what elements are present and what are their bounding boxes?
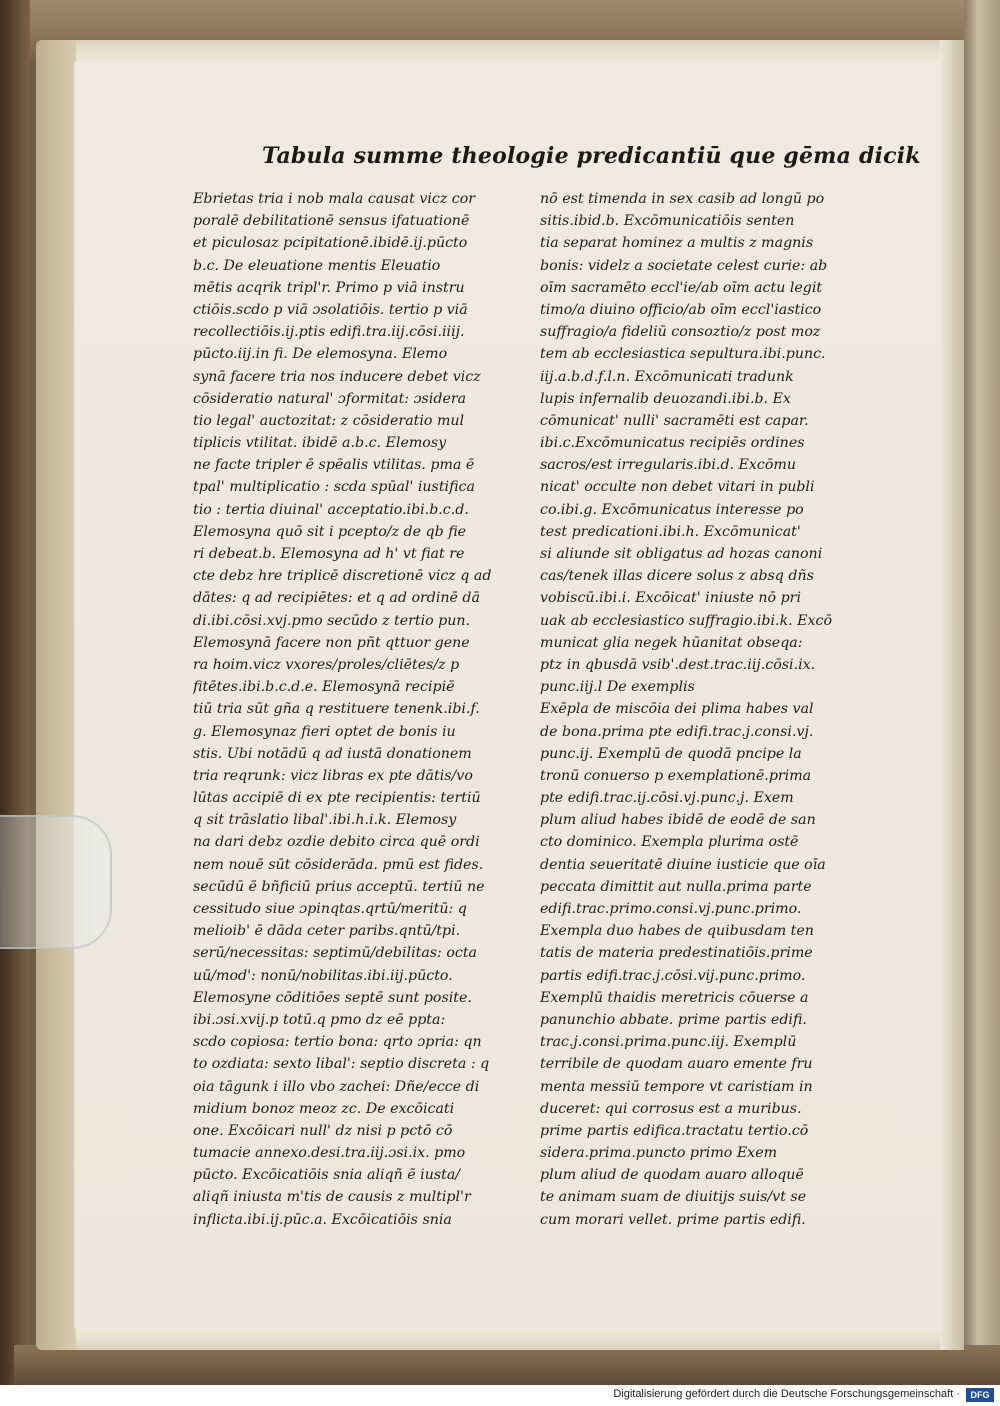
text-line: test predicationi.ibi.h. Excōmunicat' (540, 523, 801, 540)
text-line: ri debeat.b. Elemosyna ad h' vt fiat re (193, 546, 465, 562)
text-line: nem nouē sūt cōsiderāda. pmū est fides. (193, 856, 484, 873)
text-line: nicat' occulte non debet vitari in publi (540, 479, 815, 496)
text-line: Exēpla de miscōia dei plima habes val (540, 701, 814, 718)
text-line: municat glia negek hūanitat obseqa: (540, 634, 803, 651)
text-line: tem ab ecclesiastica sepultura.ibi.punc. (540, 346, 826, 363)
text-line: to ozdiata: sexto libal': septio discreta : q (193, 1056, 490, 1073)
text-line: mētis acqrik tripl'r. Primo p viā instru (193, 279, 465, 296)
text-line: tumacie annexo.desi.tra.iij.ɔsi.ix. pmo (193, 1145, 466, 1162)
text-line: co.ibi.g. Excōmunicatus interesse po (540, 501, 804, 518)
text-line: Elemosyne cōditiōes septē sunt posite. (193, 989, 472, 1006)
text-line: tria reqrunk: vicz libras ex pte dātis/vo (193, 767, 473, 784)
text-line: suffragio/a fideliū consoztio/z post moz (540, 324, 821, 341)
text-line: uak ab ecclesiastico suffragio.ibi.k. Excō (540, 612, 833, 629)
page-clip (0, 815, 112, 949)
dfg-logo: DFG (966, 1388, 994, 1402)
text-line: cōsideratio natural' ɔformitat: ɔsidera (193, 390, 467, 407)
book-cover-bottom (14, 1345, 1000, 1385)
right-text-column (540, 188, 870, 1231)
text-line: te animam suam de diuitijs suis/vt se (540, 1189, 807, 1206)
text-line: b.c. De eleuatione mentis Eleuatio (193, 257, 441, 274)
text-line: secūdū ē bñficiū prius acceptū. tertiū ne (193, 878, 485, 895)
text-line: cum morari vellet. prime partis edifi. (540, 1211, 806, 1228)
text-line: na dari debz ozdie debito circa quē ordi (193, 834, 480, 851)
footer-bar (0, 1385, 1000, 1406)
text-line: nō est timenda in sex casib ad longū po (540, 191, 825, 207)
text-line: timo/a diuino officio/ab oīm eccl'iastico (540, 301, 822, 318)
text-line: stis. Ubi notādū q ad iustā donationem (193, 745, 472, 762)
text-line: midium bonoz meoz zc. De excōicati (193, 1100, 455, 1117)
text-line: sacros/est irregularis.ibi.d. Excōmu (540, 457, 796, 474)
text-line: tatis de materia predestinatiōis.prime (540, 945, 813, 962)
text-line: trac.j.consi.prima.punc.iij. Exemplū (540, 1034, 797, 1051)
text-line: Ebrietas tria i nob mala causat vicz cor (193, 191, 476, 207)
text-line: tio legal' auctozitat: z cōsideratio mul (193, 412, 465, 429)
text-line: tio : tertia diuinal' acceptatio.ibi.b.c.d. (193, 501, 469, 518)
text-line: cōmunicat' nulli' sacramēti est capar. (540, 412, 809, 429)
text-line: vobiscū.ibi.i. Excōicat' iniuste nō pri (540, 590, 802, 607)
text-line: serū/necessitas: septimū/debilitas: octa (193, 945, 477, 962)
text-line: oīm sacramēto eccl'ie/ab oīm actu legit (540, 279, 823, 296)
text-line: cessitudo siue ɔpinqtas.qrtū/meritū: q (193, 901, 467, 917)
text-line: prime partis edifica.tractatu tertio.cō (540, 1122, 809, 1139)
left-text-column (193, 188, 533, 1231)
page-gutter (36, 40, 76, 1350)
text-line: poralē debilitationē sensus ifatuationē (193, 213, 470, 230)
text-line: si aliunde sit obligatus ad hozas canoni (540, 546, 823, 562)
text-line: punc.ij. Exemplū de quodā pncipe la (540, 745, 802, 762)
text-line: peccata dimittit aut nulla.prima parte (540, 878, 812, 895)
text-line: ptz in qbusdā vsib'.dest.trac.iij.cōsi.ix. (540, 656, 816, 673)
text-line: partis edifi.trac.j.cōsi.vij.punc.primo. (540, 967, 806, 984)
text-line: bonis: videlz a societate celest curie: ab (540, 257, 828, 274)
text-line: Exemplū thaidis meretricis cōuerse a (540, 989, 809, 1006)
book-cover-right (964, 0, 1000, 1385)
text-line: fitētes.ibi.b.c.d.e. Elemosynā recipiē (193, 679, 455, 696)
text-line: dātes: q ad recipiētes: et q ad ordinē dā (193, 590, 480, 607)
text-line: Exempla duo habes de quibusdam ten (540, 923, 814, 940)
text-line: et piculosaz pcipitationē.ibidē.ij.pūcto (193, 235, 468, 252)
text-line: ne facte tripler ē spēalis vtilitas. pma ē (193, 457, 475, 474)
text-line: menta messiū tempore vt caristiam in (540, 1078, 813, 1095)
text-line: cto dominico. Exempla plurima ostē (540, 834, 799, 851)
text-line: ctiōis.scdo p viā ɔsolatiōis. tertio p viā (193, 301, 468, 318)
funding-note: Digitalisierung gefördert durch die Deutsche Forschungsgemeinschaft · (613, 1388, 960, 1400)
text-line: Elemosyna quō sit i pcepto/z de qb fie (193, 523, 467, 540)
text-line: plum aliud habes ibidē de eodē de san (540, 812, 816, 829)
text-line: q sit trāslatio libal'.ibi.h.i.k. Elemosy (193, 812, 457, 829)
text-line: oia tāgunk i illo vbo zachei: Dñe/ecce di (193, 1078, 480, 1095)
text-line: punc.iij.l De exemplis (540, 679, 695, 696)
page-fore-edge (940, 40, 964, 1350)
text-line: terribile de quodam auaro emente fru (540, 1056, 813, 1073)
text-line: tiū tria sūt gña q restituere tenenk.ibi.f. (193, 701, 480, 718)
text-line: tiplicis vtilitat. ibidē a.b.c. Elemosy (193, 435, 447, 452)
text-line: sidera.prima.puncto primo Exem (540, 1145, 778, 1162)
text-line: sitis.ibid.b. Excōmunicatiōis senten (540, 213, 795, 230)
text-line: edifi.trac.primo.consi.vj.punc.primo. (540, 901, 802, 917)
text-line: one. Excōicari null' dz nisi p pctō cō (193, 1122, 453, 1139)
text-line: g. Elemosynaz fieri optet de bonis iu (193, 723, 456, 740)
page-heading: Tabula summe theologie predicantiū que gēma dicik (262, 143, 921, 169)
text-line: iij.a.b.d.f.l.n. Excōmunicati tradunk (540, 368, 794, 385)
text-line: di.ibi.cōsi.xvj.pmo secūdo z tertio pun. (193, 612, 471, 629)
text-line: panunchio abbate. prime partis edifi. (540, 1011, 807, 1028)
text-line: inflicta.ibi.ij.pūc.a. Excōicatiōis snia (193, 1211, 452, 1228)
text-line: ibi.ɔsi.xvij.p totū.q pmo dz eē ppta: (193, 1011, 446, 1028)
text-line: ra hoim.vicz vxores/proles/cliētes/z p (193, 656, 460, 673)
text-line: tpal' multiplicatio : scda spūal' iustifica (193, 479, 475, 496)
text-line: pūcto.iij.in fi. De elemosyna. Elemo (193, 346, 448, 363)
text-line: lūtas accipiē di ex pte recipientis: tertiū (193, 790, 481, 807)
text-line: de bona.prima pte edifi.trac.j.consi.vj. (540, 723, 814, 740)
text-line: synā facere tria nos inducere debet vicz (193, 368, 481, 385)
text-line: aliqñ iniusta m'tis de causis z multipl'r (193, 1189, 471, 1206)
text-line: duceret: qui corrosus est a muribus. (540, 1100, 802, 1117)
text-line: tronū conuerso p exemplationē.prima (540, 767, 812, 784)
text-line: pūcto. Excōicatiōis snia aliqñ ē iusta/ (193, 1167, 461, 1184)
text-line: cte debz hre triplicē discretionē vicz q ad (193, 568, 492, 585)
text-line: lupis infernalib deuozandi.ibi.b. Ex (540, 390, 791, 407)
text-line: pte edifi.trac.ij.cōsi.vj.punc.j. Exem (540, 790, 794, 807)
text-line: melioib' ē dāda ceter paribs.qntū/tpi. (193, 923, 461, 940)
text-line: cas/tenek illas dicere solus z absq dñs (540, 568, 814, 585)
text-line: uū/mod': nonū/nobilitas.ibi.iij.pūcto. (193, 967, 453, 984)
text-line: recollectiōis.ij.ptis edifi.tra.iij.cōsi.iiij. (193, 324, 465, 341)
text-line: Elemosynā facere non pñt qttuor gene (193, 634, 470, 651)
text-line: ibi.c.Excōmunicatus recipiēs ordines (540, 435, 805, 452)
text-line: scdo copiosa: tertio bona: qrto ɔpria: qn (193, 1034, 482, 1051)
text-line: tia separat hominez a multis z magnis (540, 235, 814, 252)
book-binding (0, 0, 30, 1385)
text-line: plum aliud de quodam auaro alloquē (540, 1167, 804, 1184)
text-line: dentia seueritatē diuine iusticie que oīa (540, 856, 826, 873)
